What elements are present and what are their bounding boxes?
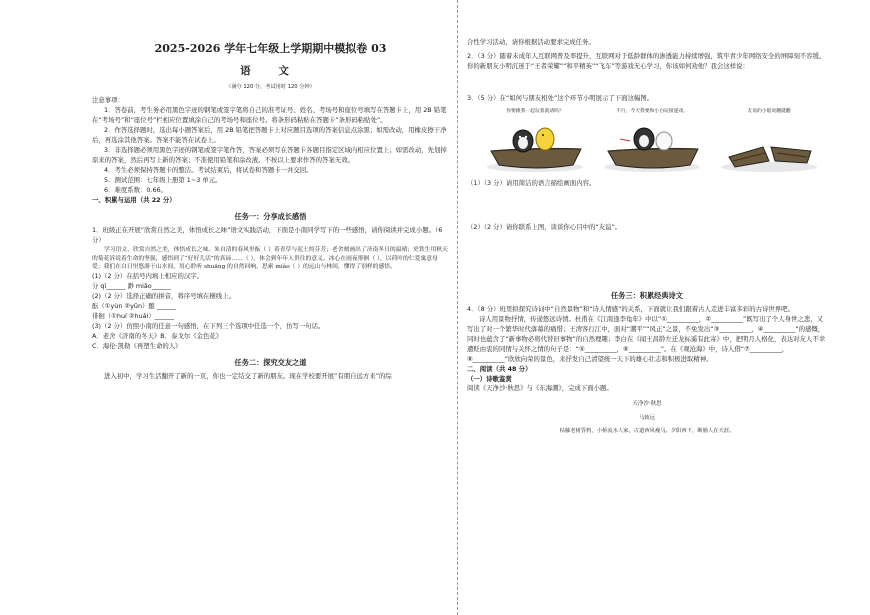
task-heading: 任务一：分享成长感悟	[234, 211, 307, 221]
right-column	[467, 0, 827, 435]
comic-panel-2	[598, 108, 706, 173]
section-heading: 一、积累与运用（共 22 分）	[92, 195, 176, 204]
question-4: 4．（8 分）班里拟探究诗词中“自然景物”和“诗人情感”的关系，下面就让我们跟着古人走进丰富多彩的古诗世界吧。	[467, 305, 794, 314]
poem-author: 马致远	[639, 414, 655, 421]
question-1-intro: 1．班级正在开展“欣赏自然之美，体悟成长之味”语文实践活动，下面是小南同学写下的一些感悟，请你阅读并完成小题。（6 分）	[92, 225, 443, 244]
subsection-heading: （一）诗歌鉴赏	[467, 374, 512, 383]
comic-strip	[481, 108, 823, 173]
note-item: 5．测试范围：七年级上册第 1~3 单元。	[104, 175, 222, 184]
question-3-1: （1）（3 分）请用简洁的语言描绘画面内容。	[467, 179, 596, 188]
note-item: 6．难度系数：0.66。	[104, 185, 168, 194]
question-1-2-a: 酝（①yùn ②yūn）酿 ______	[92, 302, 177, 311]
question-1-1-blanks: 分 qì______ 渺 miǎo______	[92, 282, 171, 291]
question-1-2: (2)（2 分）选择正确的拼音，将序号填在横线上。	[92, 292, 235, 301]
task-heading: 任务二：探究交友之道	[234, 357, 307, 367]
poem-text: 枯藤老树昏鸦，小桥流水人家，古道西风瘦马。夕阳西下，断肠人在天涯。	[559, 427, 735, 434]
question-1-3-options: A．老舍《济南的冬天》B．泰戈尔《金色花》	[92, 332, 223, 340]
boat-two-friends-image	[485, 117, 585, 173]
question-1-passage: 学习语文，欣赏自然之美，体悟成长之味。朱自清的春风里酝（ ）着青草与泥土的芬芳；老舍刻画出了济南冬日的温晴；史铁生用秋天的菊花诉说着生命的坚强，感悟到了“好好儿活”的真谛……（ ），体会到年年人贵往的意义。冰心在雨夜徘徊（ ），以荷叶的仁爱寓意母爱；我们在白日里悠游于山水间，用心聆听 shuāng 的自然回响，思索 miǎo（ ）的远山与林间，懂得了别样的感悟。	[92, 246, 448, 271]
comic-caption: 你要跟我一起玩着就请吗？	[506, 108, 564, 114]
note-item: 1．答卷前，考生务必用黑色字迹的钢笔或签字笔将自己的准考证号、姓名、考场号和座位号填写在答题卡上，用 2B 铅笔在“考场号”和“座位号”栏相应位置填涂自己的考场号和座位号。将条形码粘贴在答题卡“条形码粘贴处”。	[92, 106, 447, 125]
note-item: 2．作答选择题时，选出每小题答案后，用 2B 铅笔把答题卡上对应题目选项的答案信息点涂黑；如需改动，用橡皮擦干净后，再选涂其他答案。答案不能答在试卷上。	[92, 126, 447, 145]
exam-title: 2025-2026 学年七年级上学期期中模拟卷 03	[154, 42, 387, 55]
comic-panel-3	[715, 108, 823, 173]
left-column	[92, 0, 449, 382]
question-1-2-b: 徘徊（①huí ②huái）______	[92, 312, 174, 321]
task-2-intro-continued: 合性学习活动，请你根据活动要求完成任务。	[467, 38, 595, 46]
score-note: （满分 120 分，考试用时 120 分钟）	[226, 84, 315, 91]
question-1-1: (1)（2 分）在括号内填上相应的汉字。	[92, 272, 204, 281]
broken-boat-image	[719, 117, 819, 173]
comic-caption: 不行，今天我要和小白玩接递戏。	[616, 108, 688, 114]
section-heading: 二、阅读（共 48 分）	[467, 364, 532, 373]
comic-caption: 友谊的小船说翻就翻	[747, 108, 791, 114]
column-divider	[457, 0, 458, 615]
question-2: 2．（3 分）随着未成年人互联网普及率提升，互联网对于低龄群体的渗透能力持续增强，筑牢青少年网络安全的屏障刻不容缓。你的新朋友小明沉迷于“王者荣耀”“和平精英”“飞车”等游戏无心学习，你该如何劝他？我会这样说：	[467, 51, 826, 70]
task-heading: 任务三：积累经典诗文	[611, 290, 683, 300]
question-3-2: （2）（2 分）请你联系上图，谈谈你心目中的“友谊”。	[467, 223, 622, 232]
subject-title: 语 文	[240, 65, 301, 78]
question-3: 3．（5 分）在“如何与朋友相处”这个环节小明展示了下面这幅图。	[467, 93, 654, 102]
question-1-3: (3)（2 分）仿照小南的任意一句感悟，在下列三个选项中任选一个，仿写一句话。	[92, 322, 325, 331]
note-item: 3．非选择题必须用黑色字迹的钢笔或签字笔作答，答案必须写在答题卡各题目指定区域内相应位置上；如需改动，先划掉原来的答案，然后再写上新的答案；不准使用铅笔和涂改液。不按以上要求作答的答案无效。	[92, 145, 447, 164]
reading-intro: 阅读《天净沙·秋思》与《东海潮》，完成下面小题。	[467, 384, 613, 393]
notes-heading: 注意事项：	[92, 96, 124, 105]
boat-rejected-friend-image	[602, 117, 702, 173]
question-4-text: 诗人用景物抒情，传递悠远诗情。杜甫在《江南逢李龟年》中以“①__________，②__________”既写出了个人身世之悲，又写出了对一个繁华时代落幕的痛惜；王湾客行江中，面对“潮平”“风正”之景，不免发出“③__________，④__________”的感慨，同时也蕴含了“新事物必将代替旧事物”的自然理趣；李白在《闻王昌龄左迁龙标遥有此寄》中，把明月人格化，表达对友人不幸遭贬由衷的同情与关怀之情的句子是：“⑤__________，⑥__________”。在《观沧海》中，诗人借“⑦__________，⑧__________”欣欣向荣的景色，来抒发自己清望统一天下的雄心壮志和积极进取精神。	[467, 315, 826, 363]
poem-title: 天净沙·秋思	[632, 401, 662, 408]
question-1-3-option-c: C．海伦·凯勒《再塑生命的人》	[92, 341, 182, 350]
task-2-intro: 进入初中，学习生活翻开了新的一页，你也一定结交了新的朋友。现在学校要开展“有朋自远方来”的综	[104, 372, 392, 380]
note-item: 4．考生必须保持答题卡的整洁。考试结束后，将试卷和答题卡一并交回。	[104, 165, 313, 174]
comic-panel-1	[481, 108, 589, 173]
